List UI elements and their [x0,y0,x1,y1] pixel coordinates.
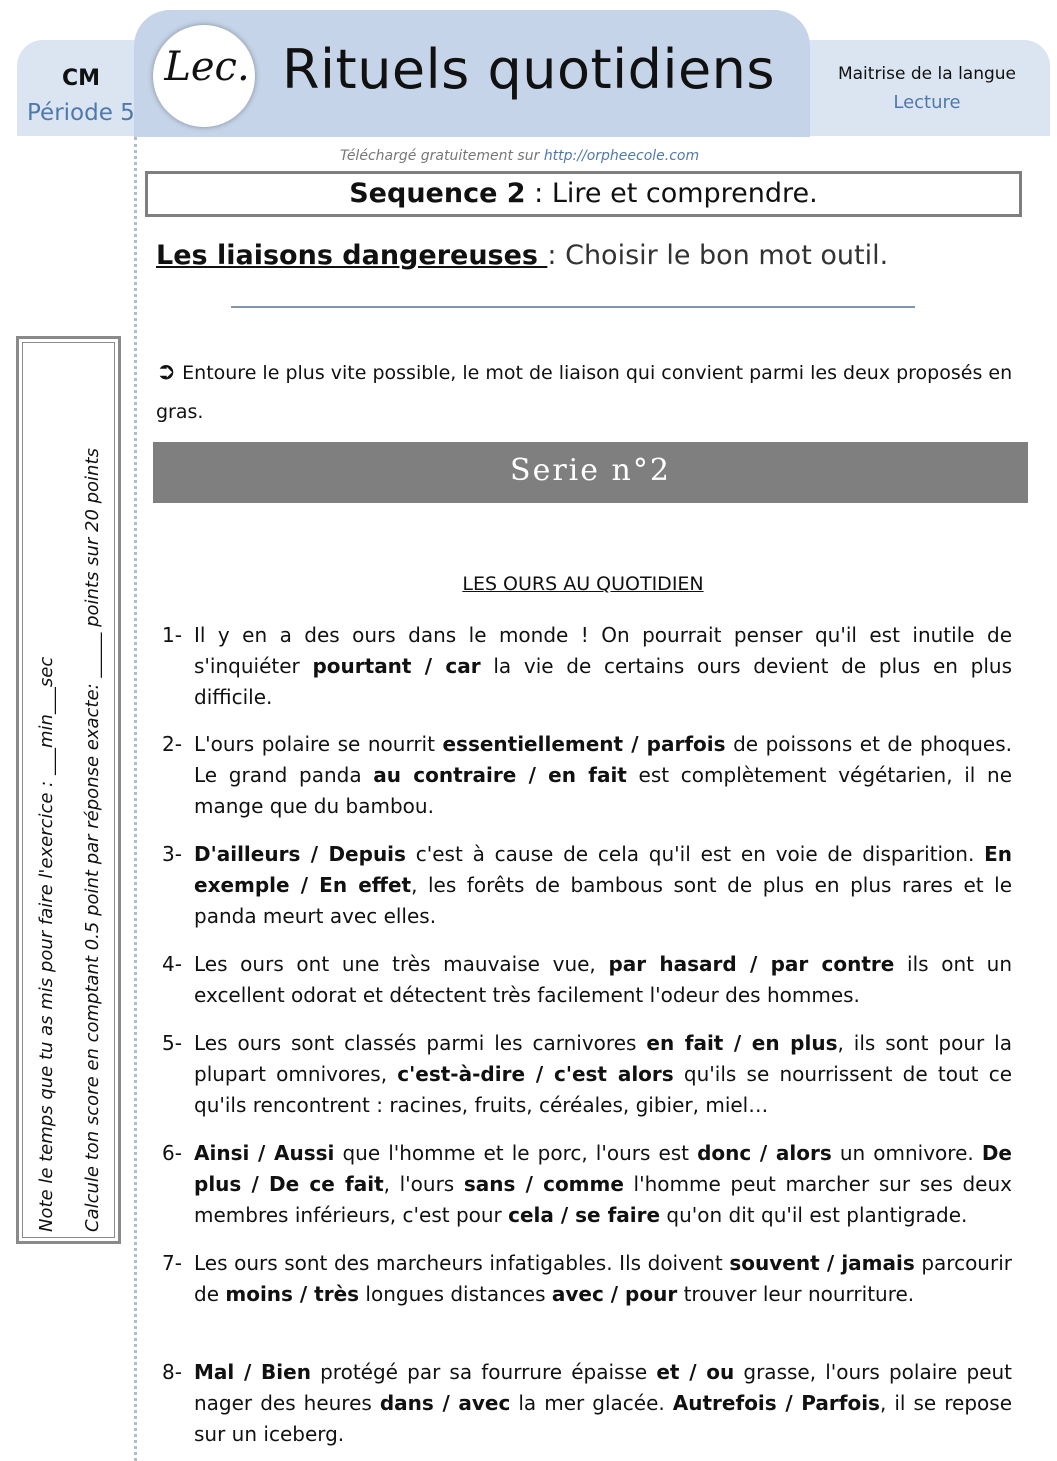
period-label: Période 5 [27,100,135,126]
word-choice[interactable]: au contraire / en fait [373,763,627,787]
word-choice[interactable]: Mal / Bien [194,1360,311,1384]
question-fragment: un omnivore. [831,1141,982,1165]
question-fragment: de poissons et de phoques. Le grand panda [194,732,1013,787]
text-title-label: LES OURS AU QUOTIDIEN [462,573,704,595]
question-item [162,1248,1012,1310]
word-choice[interactable]: cela / se faire [508,1203,661,1227]
question-number: 2- [162,732,182,756]
question-fragment: trouver leur nourriture. [677,1282,915,1306]
question-fragment: l'homme peut marcher sur ses deux membres inférieurs, c'est pour [194,1172,1012,1227]
text-title [153,573,1013,595]
question-number: 5- [162,1031,182,1055]
question-item [162,620,1012,713]
question-fragment: Les ours sont classés parmi les carnivores [194,1031,647,1055]
word-choice[interactable]: essentiellement / parfois [442,732,726,756]
logo-text: Lec. [164,44,250,90]
question-fragment: c'est à cause de cela qu'il est en voie de disparition. [405,842,985,866]
sequence-label: Sequence 2 [349,178,526,209]
word-choice[interactable]: souvent / jamais [729,1251,915,1275]
question-text [194,949,1012,1011]
question-text [194,620,1012,713]
divider [231,306,915,308]
word-choice[interactable]: Autrefois / Parfois [672,1391,880,1415]
word-choice[interactable]: D'ailleurs / Depuis [194,842,406,866]
sequence-title: Lire et comprendre. [551,178,818,209]
question-number: 4- [162,952,182,976]
word-choice[interactable]: sans / comme [463,1172,624,1196]
question-fragment: grasse, l'ours polaire peut nager des heures [194,1360,1013,1415]
instruction [156,352,1014,432]
question-item [162,1138,1012,1231]
question-fragment: parcourir de [194,1251,1012,1306]
download-link[interactable]: http://orpheecole.com [543,148,700,164]
question-fragment: que l'homme et le porc, l'ours est [334,1141,698,1165]
subsubject-label: Lecture [893,92,961,113]
question-fragment: protégé par sa fourrure épaisse [310,1360,657,1384]
question-fragment: L'ours polaire se nourrit [194,732,443,756]
question-number: 3- [162,842,182,866]
question-fragment: Il y en a des ours dans le monde ! On pourrait penser qu'il est inutile de s'inquiéter [194,623,1012,678]
question-number: 6- [162,1141,182,1165]
question-fragment: qu'ils se nourrissent de tout ce qu'ils rencontrent : racines, fruits, céréales, gibier, miel… [194,1062,1012,1117]
question-number: 1- [162,623,182,647]
sequence-box [145,171,1022,217]
question-fragment: qu'on dit qu'il est plantigrade. [660,1203,968,1227]
word-choice[interactable]: De plus / De ce fait [194,1141,1012,1196]
question-number: 7- [162,1251,182,1275]
question-fragment: longues distances [359,1282,552,1306]
question-fragment: , l'ours [383,1172,464,1196]
question-fragment: ils ont un excellent odorat et détectent très facilement l'odeur des hommes. [194,952,1012,1007]
serie-banner: Serie n°2 [153,442,1028,503]
header-right-band [790,40,1050,136]
question-text [194,1357,1012,1450]
question-text [194,1028,1012,1121]
question-fragment: , il se repose sur un iceberg. [194,1391,1012,1446]
word-choice[interactable]: En exemple / En effet [194,842,1013,897]
word-choice[interactable]: et / ou [656,1360,735,1384]
question-item [162,1357,1012,1450]
word-choice[interactable]: par hasard / par contre [608,952,895,976]
page-title: Rituels quotidiens [282,38,776,101]
lesson-subtitle: Choisir le bon mot outil. [565,240,889,271]
margin-dotted-line [134,137,137,1461]
question-fragment: , ils sont pour la plupart omnivores, [194,1031,1012,1086]
word-choice[interactable]: dans / avec [379,1391,511,1415]
subject-label: Maitrise de la langue [837,64,1017,84]
question-text [194,1248,1012,1310]
score-label: Calcule ton score en comptant 0.5 point par réponse exacte: _____ points sur 20 points [82,448,103,1232]
sequence-separator: : [525,178,552,209]
question-fragment: Les ours sont des marcheurs infatigables. Ils doivent [194,1251,730,1275]
time-label: Note le temps que tu as mis pour faire l'exercice : ___min___sec [36,656,57,1232]
word-choice[interactable]: c'est-à-dire / c'est alors [397,1062,674,1086]
question-fragment: est complètement végétarien, il ne mange que du bambou. [194,763,1012,818]
download-notice [340,148,699,164]
question-item [162,839,1012,932]
level-label: CM [62,66,101,91]
word-choice[interactable]: moins / très [225,1282,360,1306]
lesson-separator: : [547,240,566,271]
word-choice[interactable]: avec / pour [551,1282,678,1306]
question-number: 8- [162,1360,182,1384]
download-prefix: Téléchargé gratuitement sur [340,148,544,164]
word-choice[interactable]: Ainsi / Aussi [194,1141,335,1165]
question-fragment: la mer glacée. [510,1391,673,1415]
question-fragment: la vie de certains ours devient de plus en plus difficile. [194,654,1012,709]
lesson-heading [156,240,888,271]
question-text [194,839,1012,932]
question-item [162,1028,1012,1121]
lesson-title: Les liaisons dangereuses [156,240,548,271]
word-choice[interactable]: pourtant / car [312,654,481,678]
question-text [194,1138,1012,1231]
arrow-icon: ➲ [156,357,177,385]
question-fragment: Les ours ont une très mauvaise vue, [194,952,609,976]
word-choice[interactable]: en fait / en plus [646,1031,838,1055]
question-item [162,949,1012,1011]
question-fragment: , les forêts de bambous sont de plus en plus rares et le panda meurt avec elles. [194,873,1013,928]
instruction-text: Entoure le plus vite possible, le mot de liaison qui convient parmi les deux proposés en gras. [156,362,1013,423]
word-choice[interactable]: donc / alors [697,1141,832,1165]
question-item [162,729,1012,822]
question-text [194,729,1012,822]
